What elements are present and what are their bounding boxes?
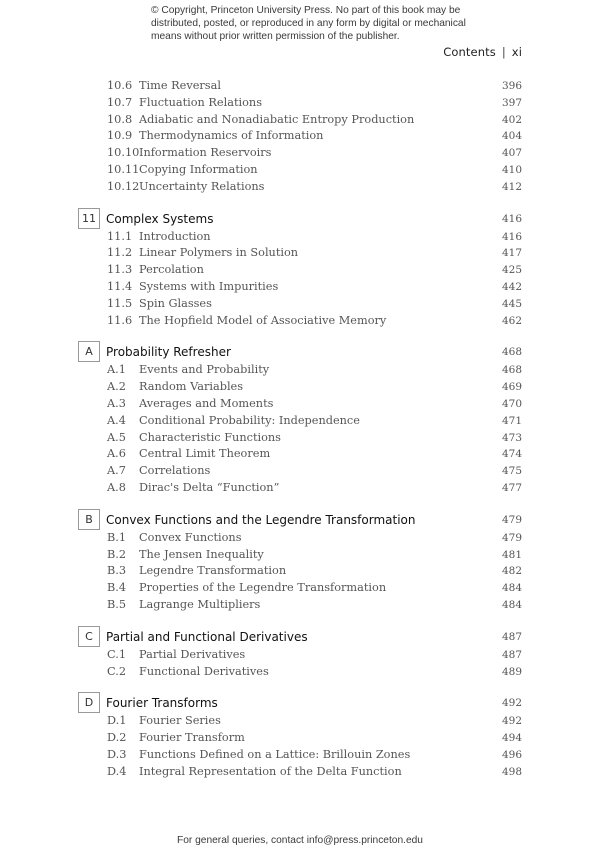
- section-number: 10.12: [107, 179, 140, 193]
- section-number: B.5: [107, 597, 127, 611]
- toc-chapter-heading[interactable]: [78, 209, 522, 229]
- section-page: 469: [501, 381, 522, 394]
- section-page: 494: [501, 732, 522, 745]
- section-title: The Hopfield Model of Associative Memory: [139, 313, 387, 327]
- toc-section-row[interactable]: [78, 430, 522, 447]
- section-page: 442: [501, 280, 522, 293]
- section-title: Partial Derivatives: [139, 647, 246, 661]
- toc-section-row[interactable]: [78, 379, 522, 396]
- chapter-label-box: D: [78, 692, 100, 713]
- toc-section-row[interactable]: [78, 563, 522, 580]
- section-page: 498: [501, 765, 522, 778]
- section-number: D.3: [107, 747, 127, 761]
- section-title: Time Reversal: [139, 79, 221, 92]
- toc-section-row[interactable]: [78, 313, 522, 330]
- chapter-title: Probability Refresher: [106, 345, 231, 360]
- toc-section-row[interactable]: [78, 730, 522, 747]
- toc-section-row[interactable]: [78, 664, 522, 681]
- section-number: 11.2: [107, 246, 133, 260]
- section-title: Information Reservoirs: [139, 146, 272, 160]
- section-title: Introduction: [139, 229, 211, 243]
- toc-section-row[interactable]: [78, 764, 522, 781]
- section-title: Linear Polymers in Solution: [139, 246, 299, 260]
- section-number: A.6: [107, 447, 126, 461]
- section-title: Systems with Impurities: [139, 279, 279, 293]
- section-page: 479: [501, 531, 522, 544]
- section-number: 11.1: [107, 229, 133, 243]
- section-title: Conditional Probability: Independence: [139, 413, 360, 427]
- footer-contact: For general queries, contact info@press.princeton.edu: [177, 835, 423, 846]
- toc-section-row[interactable]: [78, 95, 522, 112]
- section-title: Thermodynamics of Information: [139, 129, 324, 143]
- copyright-notice: [151, 4, 481, 43]
- copyright-line: distributed, posted, or reproduced in any form by digital or mechanical: [151, 18, 466, 29]
- toc-section-row[interactable]: [78, 229, 522, 246]
- toc-section-row[interactable]: [78, 162, 522, 179]
- section-title: Fourier Series: [139, 714, 221, 728]
- section-number: 11.6: [107, 313, 133, 327]
- section-title: The Jensen Inequality: [139, 547, 264, 561]
- toc-section-row[interactable]: [78, 145, 522, 162]
- toc-section-row[interactable]: [78, 463, 522, 480]
- toc-section-row[interactable]: [78, 713, 522, 730]
- section-title: Dirac's Delta “Function”: [139, 480, 280, 494]
- section-page: 410: [501, 163, 522, 176]
- chapter-title: Fourier Transforms: [106, 696, 218, 711]
- section-title: Averages and Moments: [139, 396, 274, 410]
- section-title: Adiabatic and Nonadiabatic Entropy Production: [139, 112, 415, 126]
- chapter-page: 479: [501, 513, 522, 526]
- section-page: 482: [501, 565, 522, 578]
- section-title: Functional Derivatives: [139, 664, 269, 678]
- section-title: Functions Defined on a Lattice: Brillouin Zones: [139, 747, 411, 761]
- toc-section-row[interactable]: [78, 245, 522, 262]
- section-page: 468: [501, 364, 522, 377]
- section-number: B.2: [107, 547, 127, 561]
- chapter-page: 416: [501, 212, 522, 225]
- section-title: Central Limit Theorem: [139, 447, 271, 461]
- section-number: A.2: [107, 380, 126, 394]
- copyright-line: © Copyright, Princeton University Press. No part of this book may be: [151, 5, 461, 16]
- section-page: 417: [501, 247, 522, 260]
- section-page: 407: [501, 147, 522, 160]
- toc-section-row[interactable]: [78, 78, 522, 95]
- section-number: B.1: [107, 530, 127, 544]
- section-number: D.2: [107, 731, 127, 745]
- section-page: 471: [501, 414, 522, 427]
- chapter-title: Complex Systems: [106, 211, 214, 226]
- toc-section-row[interactable]: [78, 446, 522, 463]
- section-page: 396: [501, 80, 522, 92]
- toc-chapter-heading[interactable]: [78, 627, 522, 647]
- section-page: 492: [501, 715, 522, 728]
- section-number: A.4: [107, 413, 126, 427]
- section-page: 487: [501, 648, 522, 661]
- section-title: Spin Glasses: [139, 296, 212, 310]
- section-title: Random Variables: [139, 380, 244, 394]
- section-title: Fluctuation Relations: [139, 95, 262, 109]
- section-page: 402: [501, 113, 522, 126]
- chapter-page: 492: [501, 697, 522, 710]
- chapter-label-box: 11: [78, 208, 100, 229]
- section-number: A.5: [107, 430, 126, 444]
- section-page: 473: [501, 431, 522, 444]
- toc-section-row[interactable]: [78, 296, 522, 313]
- copyright-line: means without prior written permission of the publisher.: [151, 31, 400, 42]
- section-title: Percolation: [139, 263, 204, 277]
- section-page: 481: [501, 548, 522, 561]
- section-page: 484: [501, 598, 522, 611]
- toc-section-row[interactable]: [78, 480, 522, 497]
- section-number: C.1: [107, 647, 127, 661]
- table-of-contents: [78, 78, 522, 781]
- section-number: 11.4: [107, 279, 133, 293]
- running-head-label: Contents: [443, 45, 496, 59]
- section-page: 397: [501, 96, 522, 109]
- section-title: Characteristic Functions: [139, 430, 281, 444]
- chapter-title: Partial and Functional Derivatives: [106, 629, 308, 644]
- chapter-label-box: C: [78, 626, 100, 647]
- chapter-page: 468: [501, 346, 522, 359]
- section-title: Lagrange Multipliers: [139, 597, 261, 611]
- section-title: Integral Representation of the Delta Function: [139, 764, 402, 778]
- section-title: Properties of the Legendre Transformation: [139, 581, 387, 595]
- section-page: 496: [501, 748, 522, 761]
- section-number: 11.5: [107, 296, 133, 310]
- toc-section-row[interactable]: [78, 747, 522, 764]
- section-page: 475: [501, 465, 522, 478]
- toc-section-row[interactable]: [78, 396, 522, 413]
- section-number: 10.7: [107, 95, 133, 109]
- toc-section-row[interactable]: [78, 547, 522, 564]
- section-page: 445: [501, 297, 522, 310]
- section-number: D.4: [107, 764, 127, 778]
- section-number: D.1: [107, 714, 127, 728]
- section-page: 470: [501, 397, 522, 410]
- toc-section-row[interactable]: [78, 179, 522, 196]
- section-number: A.7: [107, 464, 126, 478]
- section-page: 412: [501, 180, 522, 193]
- chapter-label-box: B: [78, 509, 100, 530]
- toc-section-row[interactable]: [78, 580, 522, 597]
- section-number: 10.9: [107, 129, 133, 143]
- section-page: 474: [501, 448, 522, 461]
- section-number: B.4: [107, 581, 127, 595]
- toc-section-row[interactable]: [78, 279, 522, 296]
- running-head: [443, 45, 522, 59]
- section-title: Uncertainty Relations: [139, 179, 265, 193]
- section-number: A.1: [107, 363, 126, 377]
- section-number: 10.11: [107, 162, 140, 176]
- section-page: 416: [501, 230, 522, 243]
- toc-section-row[interactable]: [78, 128, 522, 145]
- toc-section-row[interactable]: [78, 262, 522, 279]
- section-number: C.2: [107, 664, 127, 678]
- section-title: Convex Functions: [139, 530, 242, 544]
- toc-section-row[interactable]: [78, 597, 522, 614]
- section-number: A.3: [107, 396, 126, 410]
- section-page: 462: [501, 314, 522, 327]
- toc-section-row[interactable]: [78, 647, 522, 664]
- section-page: 425: [501, 264, 522, 277]
- section-number: 10.6: [107, 79, 133, 92]
- section-page: 404: [501, 130, 522, 143]
- section-number: A.8: [107, 480, 126, 494]
- section-title: Events and Probability: [139, 363, 270, 377]
- chapter-title: Convex Functions and the Legendre Transformation: [106, 512, 416, 527]
- toc-section-row[interactable]: [78, 413, 522, 430]
- toc-section-row[interactable]: [78, 112, 522, 129]
- running-head-page: xi: [511, 45, 522, 59]
- section-title: Legendre Transformation: [139, 564, 287, 578]
- section-number: 10.8: [107, 112, 133, 126]
- chapter-label-box: A: [78, 341, 100, 362]
- section-number: B.3: [107, 564, 127, 578]
- section-page: 484: [501, 582, 522, 595]
- section-page: 477: [501, 481, 522, 494]
- section-number: 10.10: [107, 146, 140, 160]
- running-head-separator: |: [501, 45, 506, 59]
- toc-chapter-heading[interactable]: [78, 342, 522, 362]
- section-title: Fourier Transform: [139, 731, 245, 745]
- toc-section-row[interactable]: [78, 362, 522, 379]
- toc-section-row[interactable]: [78, 530, 522, 547]
- toc-chapter-heading[interactable]: [78, 693, 522, 713]
- section-number: 11.3: [107, 263, 133, 277]
- toc-chapter-heading[interactable]: [78, 510, 522, 530]
- section-title: Correlations: [139, 464, 211, 478]
- section-title: Copying Information: [139, 162, 258, 176]
- chapter-page: 487: [501, 630, 522, 643]
- section-page: 489: [501, 665, 522, 678]
